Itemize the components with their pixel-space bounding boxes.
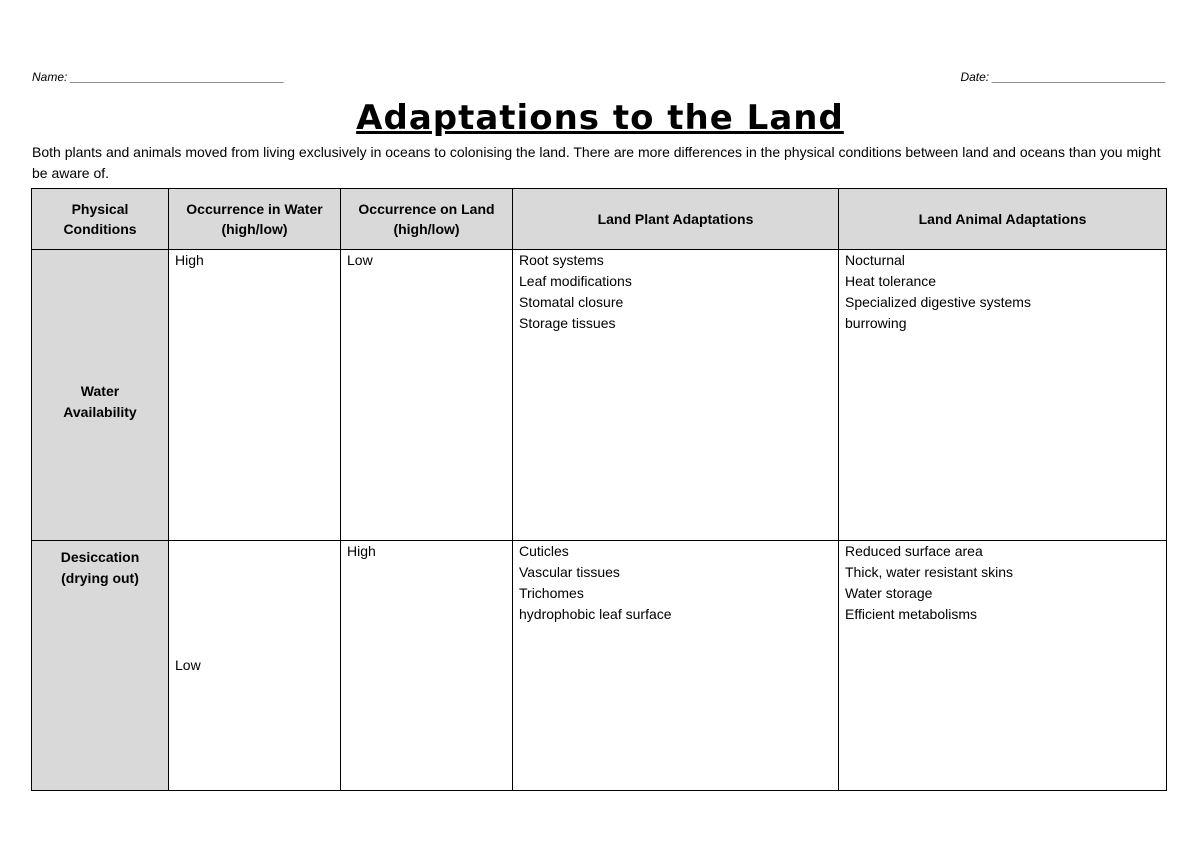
date-field[interactable]: Date: __________________________ (960, 70, 1166, 84)
animal-adaptations-cell[interactable]: Nocturnal Heat tolerance Specialized digestive systems burrowing (839, 250, 1167, 541)
header-land-animal-adaptations: Land Animal Adaptations (839, 189, 1167, 250)
water-occurrence-cell[interactable]: Low (169, 541, 341, 791)
table-row (32, 250, 1167, 541)
adaptations-table (31, 188, 1167, 791)
header-occurrence-in-water: Occurrence in Water (high/low) (169, 189, 341, 250)
header-occurrence-on-land: Occurrence on Land (high/low) (341, 189, 513, 250)
water-occurrence-cell[interactable]: High (169, 250, 341, 541)
plant-adaptations-cell[interactable]: Cuticles Vascular tissues Trichomes hydrophobic leaf surface (513, 541, 839, 791)
page-title: Adaptations to the Land (356, 98, 844, 138)
header-physical-conditions: Physical Conditions (32, 189, 169, 250)
header-land-plant-adaptations: Land Plant Adaptations (513, 189, 839, 250)
table-row (32, 541, 1167, 791)
meta-row (32, 70, 1166, 90)
animal-adaptations-cell[interactable]: Reduced surface area Thick, water resistant skins Water storage Efficient metabolisms (839, 541, 1167, 791)
intro-paragraph: Both plants and animals moved from living exclusively in oceans to colonising the land. There are more differences in the physical conditions between land and oceans than you might be aware of. (32, 144, 1161, 181)
table-header-row (32, 189, 1167, 250)
condition-cell: Water Availability (32, 250, 169, 541)
name-field[interactable]: Name: ________________________________ (32, 70, 285, 84)
land-occurrence-cell[interactable]: High (341, 541, 513, 791)
condition-cell: Desiccation (drying out) (32, 541, 169, 791)
plant-adaptations-cell[interactable]: Root systems Leaf modifications Stomatal closure Storage tissues (513, 250, 839, 541)
land-occurrence-cell[interactable]: Low (341, 250, 513, 541)
